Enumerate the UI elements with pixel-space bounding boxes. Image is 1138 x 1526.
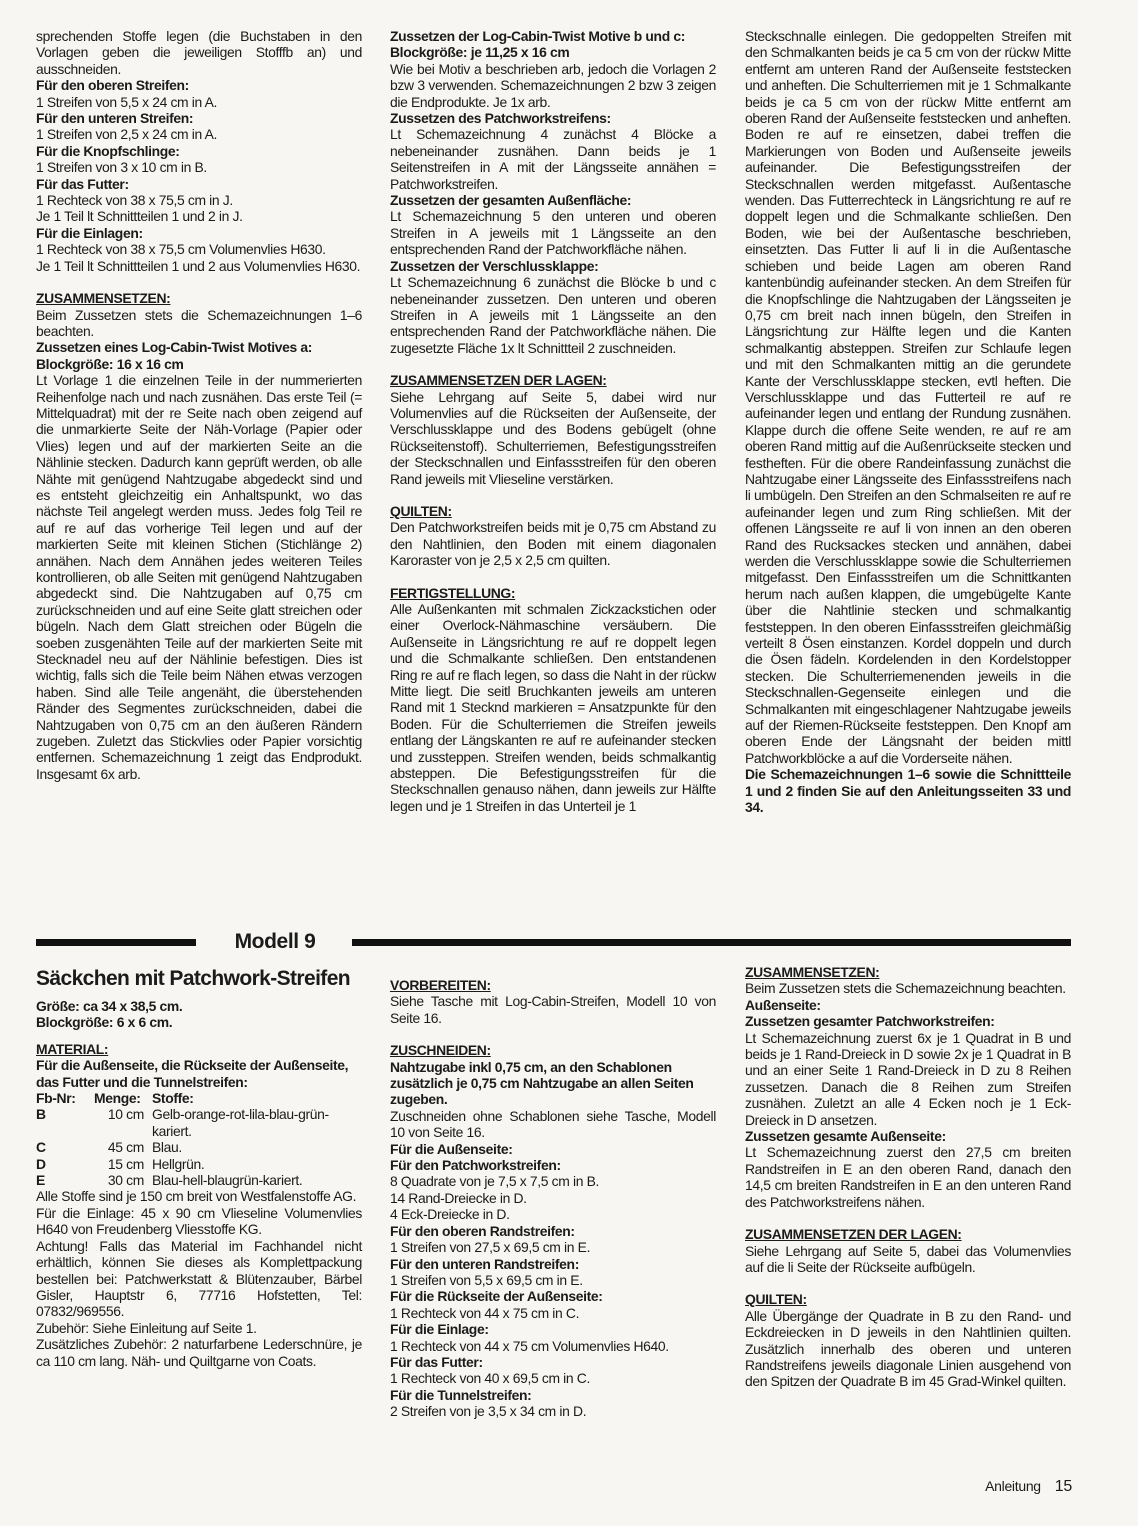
- bottom-column-2: [390, 977, 716, 1420]
- amount: 10 cm: [107, 1106, 144, 1123]
- heading: Für die Außenseite, die Rückseite der Außenseite, das Futter und die Tunnelstreifen:: [36, 1057, 349, 1090]
- paragraph-bold: Die Schemazeichnungen 1–6 sowie die Schnittteile 1 und 2 finden Sie auf den Anleitungsseiten 33 und 34.: [745, 766, 1071, 816]
- text-line: 4 Eck-Dreiecke in D.: [390, 1206, 510, 1223]
- section-heading: FERTIGSTELLUNG:: [390, 584, 516, 601]
- divider-rule-left: [36, 939, 196, 946]
- block-size-line: Blockgröße: 6 x 6 cm.: [36, 1014, 173, 1031]
- section-heading: ZUSCHNEIDEN:: [390, 1042, 491, 1059]
- column-1: [36, 28, 362, 782]
- text-line: 1 Streifen von 27,5 x 69,5 cm in E.: [390, 1239, 591, 1256]
- heading: Zussetzen der gesamten Außenfläche:: [390, 192, 632, 209]
- fabric: Hellgrün.: [152, 1155, 205, 1172]
- divider-rule-right: [352, 939, 1071, 946]
- color-code: B: [36, 1106, 46, 1123]
- paragraph: Alle Stoffe sind je 150 cm breit von Westfalenstoffe AG.: [36, 1188, 357, 1205]
- paragraph: Lt Schemazeichnung 4 zunächst 4 Blöcke a nebeneinander zusnähen. Dann beids je 1 Seitenstreifen in A mit der Längsseite annähen = Patchworkstreifen.: [390, 126, 716, 192]
- paragraph: Zusätzliches Zubehör: 2 naturfarbene Lederschnüre, je ca 110 cm lang. Näh- und Quiltgarne von Coats.: [36, 1336, 362, 1369]
- heading: Außenseite:: [745, 996, 821, 1013]
- column-header: Fb-Nr:: [36, 1090, 76, 1107]
- color-code: C: [36, 1139, 46, 1156]
- page-number: 15: [1054, 1478, 1072, 1495]
- page-footer: [985, 1478, 1072, 1496]
- paragraph: Für die Einlage: 45 x 90 cm Vlieseline Volumenvlies H640 von Freudenberg Vliesstoffe KG.: [36, 1204, 362, 1238]
- section-heading: QUILTEN:: [390, 502, 452, 519]
- text-line: Je 1 Teil lt Schnittteilen 1 und 2 aus Volumenvlies H630.: [36, 257, 361, 274]
- heading: Nahtzugabe inkl 0,75 cm, an den Schablonen zusätzlich je 0,75 cm Nahtzugabe an allen Seiten zugeben.: [390, 1058, 694, 1108]
- bottom-column-1: [36, 998, 362, 1369]
- section-heading: QUILTEN:: [745, 1291, 807, 1308]
- paragraph: Steckschnalle einlegen. Die gedoppelten Streifen mit den Schmalkanten beids je ca 5 cm von der rückw Mitte entfernt am unteren Rand der Außenseite feststecken und anheften. Die Schulterriemen mit je 1 Schmalkante beids je ca 5 cm von der rückw Mitte entfernt am oberen Rand der Außenseite feststecken und anheften. Boden re auf re einsetzen, dabei treffen die Markierungen von Boden und Außenseite jeweils aufeinander. Die Befestigungsstreifen der Steckschnallen werden mitgefasst. Außentasche wenden. Das Futterrechteck in Längsrichtung re auf re doppelt legen und die Schmalkante schließen. Den Boden, wie bei der Außentasche beschrieben, einsetzten. Das Futter li auf li in die Außentasche schieben und beide Lagen am oberen Rand kantenbündig aufeinander stecken. An dem Streifen für die Knopfschlinge die Nahtzugaben der Längsseiten je 0,75 cm breit nach innen bügeln, den Streifen in Längsrichtung zur Hälfte legen und die Kanten schmalkantig absteppen. Streifen zur Schlaufe legen und mit den Schmalkanten mittig an die gerundete Kante der Verschlussklappe stecken, evtl heften. Die Verschlussklappe und das Futterteil re auf re aufeinander legen und entlang der Rundung zusnähen. Klappe durch die offene Seite wenden, re auf re am oberen Rand mittig auf die Außenrückseite stecken und festheften. Für die obere Randeinfassung zunächst die Nahtzugabe einer Längsseite des Einfassstreifens nach li umbügeln. Den Streifen an den Schmalseiten re auf re aufeinander legen und zum Ring schließen. Mit der offenen Längsseite re auf li von innen an den oberen Rand des Rucksackes stecken und annähen, dabei werden die Verschlussklappe sowie die Schulterriemen mitgefasst. Den Einfassstreifen um die Schnittkanten herum nach außen klappen, die umgebügelte Kante über die Nahtlinie stecken und schmalkantig feststeppen. In den oberen Einfassstreifen gleichmäßig verteilt 8 Ösen einstanzen. Kordel doppeln und durch die Ösen fädeln. Kordelenden in den Kordelstopper stecken. Die Schulterriemenenden jeweils in die Steckschnallen-Gegenseite einlegen und die Schmalkanten mit eingeschlagener Nahtzugabe jeweils auf der Riemen-Rückseite feststeppen. Den Knopf am oberen Ende der Längsnaht der beiden mittl Patchworkblöcke a auf die Vorderseite nähen.: [745, 28, 1071, 766]
- section-heading: MATERIAL:: [36, 1040, 109, 1057]
- amount: 15 cm: [107, 1155, 144, 1172]
- paragraph: Siehe Lehrgang auf Seite 5, dabei wird nur Volumenvlies auf die Rückseiten der Außenseite, der Verschlussklappe und des Bodens gebügelt (ohne Rückseitenstoff). Schulterriemen, Befestigungsstreifen der Steckschnallen und Einfassstreifen für den oberen Rand jeweils mit Vlieseline verstärken.: [390, 388, 716, 487]
- heading: Für die Tunnelstreifen:: [390, 1386, 532, 1403]
- heading: Für den oberen Streifen:: [36, 77, 189, 94]
- paragraph: Lt Schemazeichnung zuerst 6x je 1 Quadrat in B und beids je 1 Rand-Dreieck in D sowie 2x je 1 Quadrat in B und an einer Seite 1 Rand-Dreieck in D zu 8 Reihen zussetzen. Danach die 8 Reihen zum Streifen zusnähen. Zuletzt an alle 4 Ecken noch je 1 Eck-Dreieck in D ansetzen.: [745, 1029, 1071, 1128]
- model-number: Modell 9: [234, 930, 316, 953]
- heading: Für das Futter:: [36, 175, 129, 192]
- bottom-column-3: [745, 964, 1071, 1390]
- text-line: 8 Quadrate von je 7,5 x 7,5 cm in B.: [390, 1173, 599, 1190]
- model-title: Säckchen mit Patchwork-Streifen: [36, 967, 351, 990]
- table-row: [36, 1106, 362, 1139]
- heading: Für die Einlage:: [390, 1321, 489, 1338]
- text-line: 2 Streifen von je 3,5 x 34 cm in D.: [390, 1403, 587, 1420]
- heading: Für den unteren Randstreifen:: [390, 1255, 579, 1272]
- column-3: [745, 28, 1071, 816]
- heading: Zussetzen eines Log-Cabin-Twist Motives a: Blockgröße: 16 x 16 cm: [36, 339, 313, 372]
- heading: Zussetzen des Patchworkstreifens:: [390, 110, 611, 127]
- text-line: 1 Rechteck von 44 x 75 cm in C.: [390, 1304, 580, 1321]
- paragraph: Achtung! Falls das Material im Fachhandel nicht erhältlich, können Sie dieses als Komplettpackung bestellen bei: Patchwerkstatt & Blütenzauber, Bärbel Gisler, Hauptstr 6, 77716 Hofstetten, Tel: 07832/969556.: [36, 1237, 362, 1320]
- column-2: [390, 28, 716, 814]
- heading: Für die Rückseite der Außenseite:: [390, 1288, 603, 1305]
- text-line: 1 Streifen von 3 x 10 cm in B.: [36, 159, 207, 176]
- paragraph: Lt Schemazeichnung 6 zunächst die Blöcke b und c nebeneinander zussetzen. Den unteren und oberen Streifen in A jeweils mit 1 Längsseite an den entsprechenden Rand der Patchworkfläche nähen. Die zugesetzte Fläche 1x lt Schnittteil 2 zuschneiden.: [390, 274, 716, 356]
- fabric: Blau.: [152, 1139, 182, 1156]
- table-row: [36, 1139, 362, 1155]
- paragraph: Wie bei Motiv a beschrieben arb, jedoch die Vorlagen 2 bzw 3 verwenden. Schemazeichnungen 2 bzw 3 zeigen die Endprodukte. Je 1x arb.: [390, 60, 716, 110]
- column-header: Stoffe:: [152, 1090, 194, 1107]
- paragraph: Alle Außenkanten mit schmalen Zickzackstichen oder einer Overlock-Nähmaschine versäubern. Die Außenseite in Längsrichtung re auf re doppelt legen und die Schmalkante schließen. Den entstandenen Ring re auf re flach legen, so dass die Naht in der rückw Mitte liegt. Die seitl Bruchkanten jeweils am unteren Rand mit 1 Stecknd markieren = Ansatzpunkte für den Boden. Für die Schulterriemen die Streifen jeweils entlang der Längskanten re auf re aufeinander stecken und zussteppen. Streifen wenden, beids schmalkantig absteppen. Die Befestigungsstreifen für die Steckschnallen genauso nähen, dann jeweils zur Hälfte legen und je 1 Streifen in das Unterteil je 1: [390, 601, 716, 814]
- section-heading: ZUSAMMENSETZEN:: [745, 964, 880, 980]
- footer-label: Anleitung: [985, 1478, 1041, 1494]
- heading: Zussetzen der Verschlussklappe:: [390, 257, 599, 274]
- heading: Zussetzen der Log-Cabin-Twist Motive b und c: Blockgröße: je 11,25 x 16 cm: [390, 28, 685, 61]
- paragraph: Lt Vorlage 1 die einzelnen Teile in der nummerierten Reihenfolge nach und nach zusnähen. Das erste Teil (= Mittelquadrat) mit der re Seite nach oben zeigend auf die unmarkierte Seite der Näh-Vorlage (Papier oder Vlies) legen und auf der markierten Seite an die Nählinie stecken. Dadurch kann geprüft werden, ob alle Nähte mit genügend Nahtzugabe abgedeckt sind und es entsteht gleichzeitig ein Anhaltspunkt, wo das nächste Teil angelegt werden muss. Jedes folg Teil re auf re auf das vorherige Teil legen und auf der markierten Seite mit kleinen Stichen (Stichlänge 2) annähen. Nach dem Annähen jedes weiteren Teiles kontrollieren, ob alle Seiten mit genügend Nahtzugaben abgedeckt sind. Die Nahtzugaben auf 0,75 cm zurückschneiden und auf eine Seite glatt streichen oder bügeln. Nach dem Glatt streichen oder Bügeln die soeben zusgenähten Teile auf der markierten Seite mit Stecknadel neu auf der Nählinie befestigen. Dies ist wichtig, falls sich die Teile beim Nähen etwas verzogen haben. Sind alle Teile angenäht, die überstehenden Ränder des Segmentes zurückschneiden, dabei die Nahtzugaben von 0,75 cm an den äußeren Rändern zugeben. Zuletzt das Stickvlies oder Papier vorsichtig entfernen. Schemazeichnung 1 zeigt das Endprodukt. Insgesamt 6x arb.: [36, 372, 362, 782]
- text-line: Je 1 Teil lt Schnittteilen 1 und 2 in J.: [36, 208, 243, 225]
- paragraph: sprechenden Stoffe legen (die Buchstaben in den Vorlagen geben die jeweiligen Stofffb an) und ausschneiden.: [36, 28, 362, 77]
- section-heading: ZUSAMMENSETZEN DER LAGEN:: [745, 1226, 962, 1243]
- heading: Für die Außenseite:: [390, 1140, 513, 1157]
- fabric: Gelb-orange-rot-lila-blau-grün-kariert.: [152, 1106, 329, 1139]
- text-line: 1 Rechteck von 38 x 75,5 cm in J.: [36, 192, 233, 209]
- paragraph: Lt Schemazeichnung 5 den unteren und oberen Streifen in A jeweils mit 1 Längsseite an den entsprechenden Rand der Patchworkfläche nähen.: [390, 208, 716, 258]
- text-line: 1 Streifen von 2,5 x 24 cm in A.: [36, 126, 218, 143]
- color-code: D: [36, 1155, 46, 1172]
- amount: 45 cm: [107, 1139, 144, 1156]
- material-table: [36, 1090, 362, 1188]
- text-line: 1 Rechteck von 40 x 69,5 cm in C.: [390, 1370, 590, 1387]
- text-line: 14 Rand-Dreiecke in D.: [390, 1189, 527, 1206]
- table-row: [36, 1156, 362, 1172]
- paragraph: Beim Zussetzen stets die Schemazeichnungen 1–6 beachten.: [36, 306, 362, 339]
- heading: Zussetzen gesamter Patchworkstreifen:: [745, 1013, 995, 1030]
- paragraph: Lt Schemazeichnung zuerst den 27,5 cm breiten Randstreifen in E an den oberen Rand, danach den 14,5 cm breiten Randstreifen in E an den unteren Rand des Patchworkstreifens nähen.: [745, 1144, 1071, 1210]
- table-header-row: [36, 1090, 362, 1106]
- text-line: 1 Rechteck von 38 x 75,5 cm Volumenvlies H630.: [36, 241, 326, 258]
- heading: Zussetzen gesamte Außenseite:: [745, 1128, 946, 1145]
- text-line: 1 Streifen von 5,5 x 24 cm in A.: [36, 93, 218, 110]
- paragraph: Siehe Lehrgang auf Seite 5, dabei das Volumenvlies auf die li Seite der Rückseite aufbügeln.: [745, 1242, 1071, 1275]
- table-row: [36, 1172, 362, 1188]
- paragraph: Siehe Tasche mit Log-Cabin-Streifen, Modell 10 von Seite 16.: [390, 993, 716, 1026]
- section-heading: VORBEREITEN:: [390, 977, 491, 993]
- heading: Für das Futter:: [390, 1353, 483, 1370]
- color-code: E: [36, 1172, 45, 1189]
- paragraph: Zubehör: Siehe Einleitung auf Seite 1.: [36, 1319, 257, 1336]
- heading: Für die Einlagen:: [36, 224, 143, 241]
- paragraph: Den Patchworkstreifen beids mit je 0,75 cm Abstand zu den Nahtlinien, den Boden mit einem diagonalen Karoraster von je 2,5 x 2,5 cm quilten.: [390, 519, 716, 569]
- paragraph: Beim Zussetzen stets die Schemazeichnung beachten.: [745, 980, 1066, 997]
- text-line: 1 Streifen von 5,5 x 69,5 cm in E.: [390, 1271, 583, 1288]
- section-heading: ZUSAMMENSETZEN DER LAGEN:: [390, 372, 607, 389]
- heading: Für den Patchworkstreifen:: [390, 1157, 561, 1174]
- amount: 30 cm: [107, 1172, 144, 1189]
- heading: Für den unteren Streifen:: [36, 110, 194, 127]
- text-line: 1 Rechteck von 44 x 75 cm Volumenvlies H640.: [390, 1337, 669, 1354]
- size-line: Größe: ca 34 x 38,5 cm.: [36, 998, 183, 1014]
- section-heading: ZUSAMMENSETZEN:: [36, 290, 171, 307]
- paragraph: Alle Übergänge der Quadrate in B zu den Rand- und Eckdreiecken in D jeweils in den Nahtlinien quilten. Zusätzlich innerhalb des oberen und unteren Randstreifens jeweils diagonale Linien ausgehend von den Spitzen der Quadrate B im 45 Grad-Winkel quilten.: [745, 1307, 1071, 1390]
- paragraph: Zuschneiden ohne Schablonen siehe Tasche, Modell 10 von Seite 16.: [390, 1107, 716, 1141]
- fabric: Blau-hell-blaugrün-kariert.: [152, 1172, 303, 1189]
- heading: Für die Knopfschlinge:: [36, 142, 180, 159]
- column-header: Menge:: [94, 1090, 141, 1107]
- heading: Für den oberen Randstreifen:: [390, 1222, 575, 1239]
